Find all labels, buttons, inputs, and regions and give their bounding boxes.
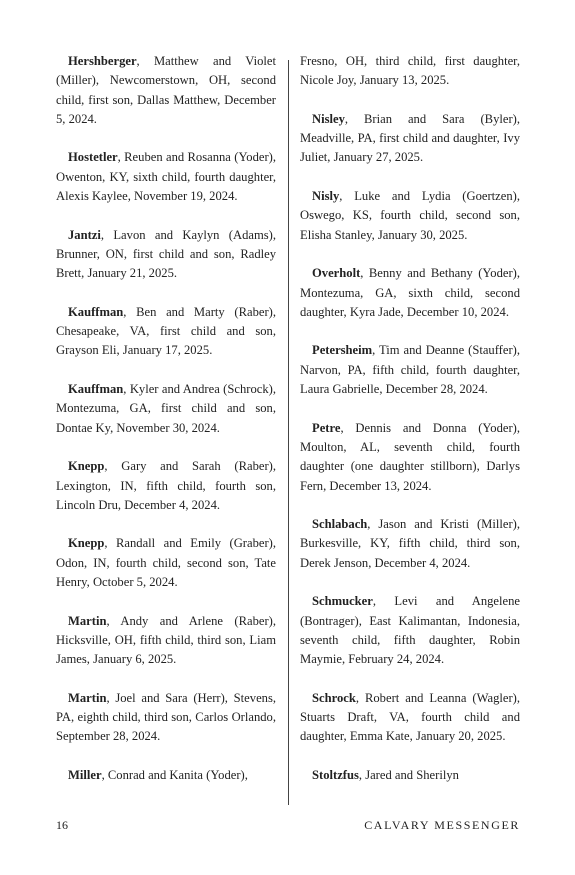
birth-announcement bbox=[56, 148, 276, 206]
announcement-text: Fresno, OH, third child, first daughter, Nicole Joy, January 13, 2025. bbox=[300, 54, 520, 88]
birth-announcement bbox=[56, 457, 276, 515]
right-column bbox=[300, 52, 520, 805]
family-surname: Miller bbox=[68, 767, 102, 782]
birth-announcement bbox=[300, 515, 520, 573]
birth-announcement bbox=[300, 689, 520, 747]
family-surname: Kauffman bbox=[68, 382, 124, 397]
family-surname: Hostetler bbox=[68, 150, 118, 165]
announcement-text: , Benny and Bethany (Yoder), Montezuma, GA, sixth child, second daughter, Kyra Jade, December 10, 2024. bbox=[300, 266, 520, 319]
family-surname: Overholt bbox=[312, 266, 361, 281]
announcement-text: , Gary and Sarah (Raber), Lexington, IN, fifth child, fourth son, Lincoln Dru, December 4, 2024. bbox=[56, 459, 276, 512]
family-surname: Knepp bbox=[68, 536, 105, 551]
announcement-text: , Joel and Sara (Herr), Stevens, PA, eighth child, third son, Carlos Orlando, September 28, 2024. bbox=[56, 690, 276, 744]
family-surname: Stoltzfus bbox=[312, 767, 359, 782]
birth-announcement bbox=[300, 341, 520, 399]
column-divider bbox=[288, 60, 289, 805]
birth-announcement bbox=[56, 689, 276, 747]
birth-announcement bbox=[300, 264, 520, 322]
birth-announcement bbox=[56, 612, 276, 670]
birth-announcement bbox=[300, 592, 520, 669]
announcement-text: , Levi and Angelene (Bontrager), East Kalimantan, Indonesia, seventh child, fifth daughter, Robin Maymie, February 24, 2024. bbox=[300, 594, 520, 667]
announcement-text: , Randall and Emily (Graber), Odon, IN, fourth child, second son, Tate Henry, October 5, 2024. bbox=[56, 536, 276, 590]
family-surname: Petre bbox=[312, 420, 341, 435]
birth-announcement bbox=[56, 226, 276, 284]
birth-announcement bbox=[56, 534, 276, 592]
birth-announcement bbox=[300, 419, 520, 496]
family-surname: Knepp bbox=[68, 459, 105, 474]
family-surname: Martin bbox=[68, 690, 107, 705]
birth-announcement bbox=[300, 52, 520, 91]
announcement-text: , Ben and Marty (Raber), Chesapeake, VA, first child and son, Grayson Eli, January 17, 2025. bbox=[56, 304, 276, 358]
announcement-text: , Kyler and Andrea (Schrock), Montezuma, GA, first child and son, Dontae Ky, November 30, 2024. bbox=[56, 382, 276, 435]
family-surname: Nisley bbox=[312, 111, 345, 126]
family-surname: Schmucker bbox=[312, 594, 373, 609]
announcement-text: , Tim and Deanne (Stauffer), Narvon, PA, fifth child, fourth daughter, Laura Gabrielle, December 28, 2024. bbox=[300, 343, 520, 397]
left-column bbox=[56, 52, 276, 805]
announcement-text: , Matthew and Violet (Miller), Newcomerstown, OH, second child, first son, Dallas Matthew, December 5, 2024. bbox=[56, 54, 276, 126]
birth-announcement bbox=[300, 110, 520, 168]
announcement-text: , Jared and Sherilyn bbox=[358, 767, 459, 782]
birth-announcement bbox=[56, 52, 276, 129]
family-surname: Hershberger bbox=[68, 54, 137, 68]
family-surname: Kauffman bbox=[68, 304, 124, 319]
family-surname: Jantzi bbox=[68, 227, 101, 242]
page-number: 16 bbox=[56, 818, 68, 832]
birth-announcement bbox=[56, 303, 276, 361]
announcement-text: , Andy and Arlene (Raber), Hicksville, OH, fifth child, third son, Liam James, January 6, 2025. bbox=[56, 613, 276, 667]
family-surname: Petersheim bbox=[312, 343, 373, 358]
announcement-text: , Reuben and Rosanna (Yoder), Owenton, KY, sixth child, fourth daughter, Alexis Kaylee, November 19, 2024. bbox=[56, 150, 276, 204]
family-surname: Schrock bbox=[312, 690, 356, 705]
family-surname: Nisly bbox=[312, 189, 340, 204]
announcement-text: , Dennis and Donna (Yoder), Moulton, AL, seventh child, fourth daughter (one daughter stillborn), Darlys Fern, December 13, 2024. bbox=[300, 420, 520, 493]
family-surname: Martin bbox=[68, 613, 107, 628]
announcement-text: , Brian and Sara (Byler), Meadville, PA, first child and daughter, Ivy Juliet, January 27, 2025. bbox=[300, 111, 520, 165]
family-surname: Schlabach bbox=[312, 517, 368, 532]
birth-announcement bbox=[56, 766, 276, 785]
announcement-text: , Lavon and Kaylyn (Adams), Brunner, ON, first child and son, Radley Brett, January 21, 2025. bbox=[56, 227, 276, 281]
announcement-text: , Luke and Lydia (Goertzen), Oswego, KS, fourth child, second son, Elisha Stanley, January 30, 2025. bbox=[300, 189, 520, 242]
birth-announcement bbox=[300, 766, 520, 785]
birth-announcement bbox=[56, 380, 276, 438]
announcement-text: , Jason and Kristi (Miller), Burkesville, KY, fifth child, third son, Derek Jenson, December 4, 2024. bbox=[300, 517, 520, 570]
birth-announcement bbox=[300, 187, 520, 245]
running-title: CALVARY MESSENGER bbox=[364, 818, 520, 832]
announcement-text: , Robert and Leanna (Wagler), Stuarts Draft, VA, fourth child and daughter, Emma Kate, January 20, 2025. bbox=[300, 690, 520, 744]
announcement-text: , Conrad and Kanita (Yoder), bbox=[101, 767, 248, 782]
